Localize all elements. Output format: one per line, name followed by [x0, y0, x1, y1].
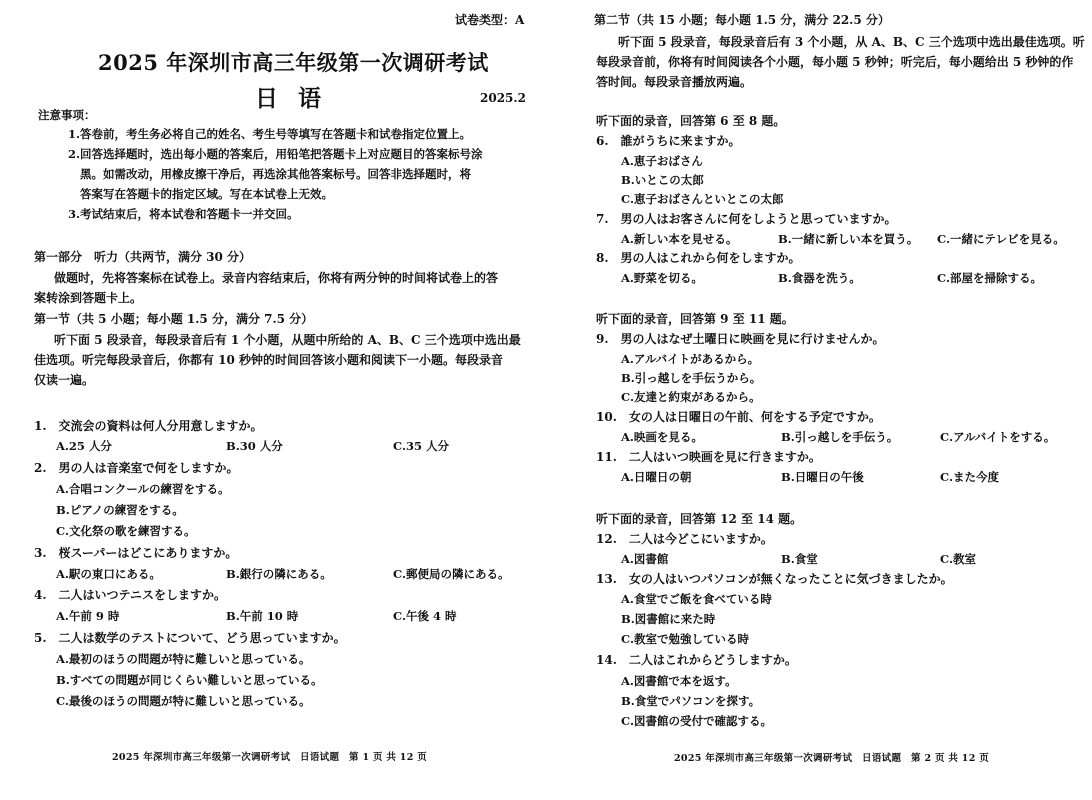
q14-option-b: B.食堂でパソコンを探す。 — [621, 694, 761, 708]
q2-option-b: B.ピアノの練習をする。 — [56, 503, 184, 517]
part1-intro-line: 做题时，先将答案标在试卷上。录音内容结束后，你将有两分钟的时间将试卷上的答 — [54, 271, 499, 285]
note-line: 黑。如需改动，用橡皮擦干净后，再选涂其他答案标号。回答非选择题时，将 — [80, 167, 471, 181]
q2-option-a: A.合唱コンクールの練習をする。 — [56, 482, 230, 496]
section1-intro-line: 佳选项。听完每段录音后，你都有 10 秒钟的时间回答该小题和阅读下一小题。每段录音 — [34, 353, 504, 367]
q9-option-c: C.友達と約束があるから。 — [621, 390, 761, 404]
question-3: 3. 桜スーパーはどこにありますか。 — [34, 546, 238, 560]
q4-option-b: B.午前 10 時 — [226, 609, 299, 623]
part1-heading: 第一部分 听力（共两节，满分 30 分） — [34, 250, 252, 264]
group2-heading: 听下面的录音，回答第 9 至 11 题。 — [596, 312, 794, 326]
q7-option-c: C.一緒にテレビを見る。 — [937, 232, 1065, 246]
group1-heading: 听下面的录音，回答第 6 至 8 题。 — [596, 114, 786, 128]
q8-option-a: A.野菜を切る。 — [621, 271, 703, 285]
note-line: 3.考试结束后，将本试卷和答题卡一并交回。 — [68, 207, 299, 221]
question-6: 6. 誰がうちに来ますか。 — [596, 134, 741, 148]
section1-intro-line: 听下面 5 段录音，每段录音后有 1 个小题，从题中所给的 A、B、C 三个选项中选出最 — [54, 333, 521, 347]
q11-option-c: C.また今度 — [940, 470, 999, 484]
q11-option-b: B.日曜日の午後 — [781, 470, 864, 484]
question-2: 2. 男の人は音楽室で何をしますか。 — [34, 461, 239, 475]
q13-option-c: C.教室で勉強している時 — [621, 632, 749, 646]
q3-option-c: C.郵便局の隣にある。 — [393, 567, 510, 581]
q12-option-a: A.図書館 — [621, 552, 669, 566]
q13-option-b: B.図書館に来た時 — [621, 612, 716, 626]
section1-intro-line: 仅读一遍。 — [34, 373, 95, 387]
q10-option-a: A.映画を見る。 — [621, 430, 703, 444]
q7-option-b: B.一緒に新しい本を買う。 — [778, 232, 919, 246]
question-12: 12. 二人は今どこにいますか。 — [596, 532, 773, 546]
q8-option-c: C.部屋を掃除する。 — [937, 271, 1042, 285]
question-14: 14. 二人はこれからどうしますか。 — [596, 653, 797, 667]
q5-option-c: C.最後のほうの問題が特に難しいと思っている。 — [56, 694, 311, 708]
exam-page-2 — [546, 0, 1092, 800]
question-7: 7. 男の人はお客さんに何をしようと思っていますか。 — [596, 212, 897, 226]
section2-intro-line: 答时间。每段录音播放两遍。 — [596, 75, 753, 89]
question-11: 11. 二人はいつ映画を見に行きますか。 — [596, 450, 821, 464]
q5-option-b: B.すべての問題が同じくらい難しいと思っている。 — [56, 673, 323, 687]
part1-intro-line: 案转涂到答题卡上。 — [34, 291, 143, 305]
q4-option-c: C.午後 4 時 — [393, 609, 457, 623]
q6-option-b: B.いとこの太郎 — [621, 173, 704, 187]
q9-option-a: A.アルバイトがあるから。 — [621, 352, 760, 366]
q6-option-c: C.恵子おばさんといとこの太郎 — [621, 192, 784, 206]
exam-date: 2025.2 — [480, 91, 526, 105]
q2-option-c: C.文化祭の歌を練習する。 — [56, 524, 196, 538]
q5-option-a: A.最初のほうの問題が特に難しいと思っている。 — [56, 652, 311, 666]
q3-option-b: B.銀行の隣にある。 — [226, 567, 332, 581]
section2-intro-line: 听下面 5 段录音，每段录音后有 3 个小题，从 A、B、C 三个选项中选出最佳选项。听 — [618, 35, 1085, 49]
q1-option-c: C.35 人分 — [393, 439, 449, 453]
q1-option-b: B.30 人分 — [226, 439, 283, 453]
q14-option-a: A.図書館で本を返す。 — [621, 674, 737, 688]
q13-option-a: A.食堂でご飯を食べている時 — [621, 592, 772, 606]
section2-heading: 第二节（共 15 小题；每小题 1.5 分，满分 22.5 分） — [594, 13, 890, 27]
section2-intro-line: 每段录音前，你将有时间阅读各个小题，每小题 5 秒钟；听完后，每小题给出 5 秒钟的作 — [596, 55, 1074, 69]
question-13: 13. 女の人はいつパソコンが無くなったことに気づきましたか。 — [596, 572, 953, 586]
q7-option-a: A.新しい本を見せる。 — [621, 232, 738, 246]
subject-title: 日 语 — [255, 85, 328, 112]
q8-option-b: B.食器を洗う。 — [778, 271, 861, 285]
section1-heading: 第一节（共 5 小题；每小题 1.5 分，满分 7.5 分） — [34, 312, 314, 326]
q12-option-c: C.教室 — [940, 552, 976, 566]
note-line: 答案写在答题卡的指定区域。写在本试卷上无效。 — [80, 187, 333, 201]
question-5: 5. 二人は数学のテストについて、どう思っていますか。 — [34, 631, 346, 645]
note-line: 2.回答选择题时，选出每小题的答案后，用铅笔把答题卡上对应题目的答案标号涂 — [68, 147, 483, 161]
q1-option-a: A.25 人分 — [56, 439, 112, 453]
question-4: 4. 二人はいつテニスをしますか。 — [34, 588, 227, 602]
exam-title: 2025 年深圳市高三年级第一次调研考试 — [98, 50, 489, 75]
q9-option-b: B.引っ越しを手伝うから。 — [621, 371, 762, 385]
notes-heading: 注意事项： — [38, 108, 96, 122]
q11-option-a: A.日曜日の朝 — [621, 470, 692, 484]
q6-option-a: A.恵子おばさん — [621, 154, 703, 168]
q10-option-c: C.アルバイトをする。 — [940, 430, 1056, 444]
question-9: 9. 男の人はなぜ土曜日に映画を見に行けませんか。 — [596, 332, 885, 346]
q12-option-b: B.食堂 — [781, 552, 818, 566]
page-footer: 2025 年深圳市高三年级第一次调研考试 日语试题 第 1 页 共 12 页 — [112, 752, 428, 763]
q4-option-a: A.午前 9 時 — [56, 609, 120, 623]
group3-heading: 听下面的录音，回答第 12 至 14 题。 — [596, 512, 803, 526]
question-8: 8. 男の人はこれから何をしますか。 — [596, 251, 801, 265]
q10-option-b: B.引っ越しを手伝う。 — [781, 430, 899, 444]
q3-option-a: A.駅の東口にある。 — [56, 567, 161, 581]
q14-option-c: C.図書館の受付で確認する。 — [621, 714, 772, 728]
question-1: 1. 交流会の資料は何人分用意しますか。 — [34, 419, 263, 433]
paper-type-label: 试卷类型：A — [455, 13, 525, 27]
page-footer: 2025 年深圳市高三年级第一次调研考试 日语试题 第 2 页 共 12 页 — [674, 753, 990, 764]
note-line: 1.答卷前，考生务必将自己的姓名、考生号等填写在答题卡和试卷指定位置上。 — [68, 127, 472, 141]
question-10: 10. 女の人は日曜日の午前、何をする予定ですか。 — [596, 410, 881, 424]
